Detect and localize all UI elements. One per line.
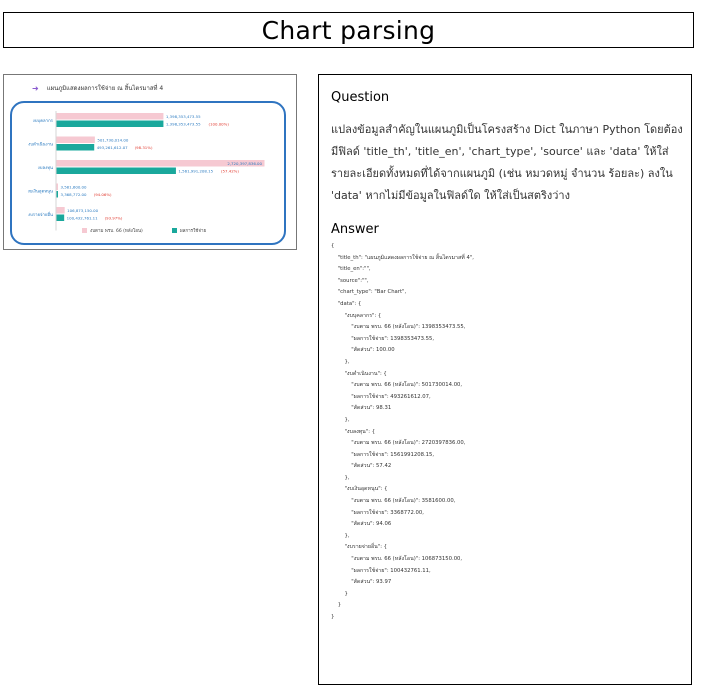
chart-title: แผนภูมิแสดงผลการใช้จ่าย ณ สิ้นไตรมาสที่ 4 bbox=[46, 85, 164, 92]
category-label: งบเงินอุดหนุน bbox=[27, 189, 53, 195]
data-label: 2,720,397,836.00 bbox=[227, 160, 262, 166]
chart-card bbox=[3, 74, 297, 250]
percent-label: (57.42%) bbox=[221, 168, 239, 174]
arrow-icon: ➜ bbox=[32, 83, 39, 93]
bar-budget bbox=[57, 207, 65, 214]
data-label: 1,398,353,473.55 bbox=[165, 113, 201, 119]
data-label: 3,368,772.00 bbox=[60, 191, 87, 197]
category-label: งบรายจ่ายอื่น bbox=[27, 213, 53, 218]
header-bar bbox=[3, 12, 694, 48]
page-title: Chart parsing bbox=[261, 15, 436, 45]
bar-spent bbox=[57, 121, 164, 128]
chart-frame bbox=[10, 101, 286, 245]
bar-spent bbox=[57, 191, 59, 198]
legend-swatch bbox=[82, 228, 87, 233]
legend-label: งบตาม พรบ. 66 (หลังโอน) bbox=[90, 229, 143, 234]
bar-spent bbox=[57, 215, 65, 222]
data-label: 106,873,150.00 bbox=[67, 207, 99, 213]
category-label: งบดำเนินงาน bbox=[28, 142, 53, 148]
data-label: 493,261,612.07 bbox=[96, 144, 128, 150]
answer-text: { "title_th": "แผนภูมิแสดงผลการใช้จ่าย ณ สิ้นไตรมาสที่ 4", "title_en":"", "source":"", "chart_type": "Bar Chart", "data": { "งบบุคลากร": { "งบตาม พรบ. 66 (หลังโอน)": 1398353473.55, "ผลการใช้จ่าย": 1398353473.55, "สัดส่วน": 100.00 }, "งบดำเนินงาน": { "งบตาม พรบ. 66 (หลังโอน)": 501730014.00, "ผลการใช้จ่าย": 493261612.07, "สัดส่วน": 98.31 }, "งบลงทุน": { "งบตาม พรบ. 66 (หลังโอน)": 2720397836.00, "ผลการใช้จ่าย": 1561991208.15, "สัดส่วน": 57.42 }, "งบเงินอุดหนุน": { "งบตาม พรบ. 66 (หลังโอน)": 3581600.00, "ผลการใช้จ่าย": 3368772.00, "สัดส่วน": 94.06 }, "งบรายจ่ายอื่น": { "งบตาม พรบ. 66 (หลังโอน)": 106873150.00, "ผลการใช้จ่าย": 100432761.11, "สัดส่วน": 93.97 } } } bbox=[331, 243, 474, 620]
percent-label: (94.06%) bbox=[93, 191, 112, 197]
category-label: งบบุคลากร bbox=[32, 119, 53, 124]
data-label: 1,561,991,208.15 bbox=[178, 168, 214, 174]
chart-title-row bbox=[32, 83, 163, 93]
bar-budget bbox=[57, 184, 59, 191]
percent-label: (100.00%) bbox=[208, 121, 229, 127]
bar-spent bbox=[57, 168, 176, 175]
qa-card bbox=[318, 74, 692, 685]
bar-spent bbox=[57, 144, 95, 151]
data-label: 100,432,761.11 bbox=[66, 215, 98, 221]
legend-label: ผลการใช้จ่าย bbox=[180, 229, 207, 234]
question-label: Question bbox=[331, 90, 390, 105]
bar-budget bbox=[57, 137, 95, 144]
answer-label: Answer bbox=[331, 222, 379, 237]
data-label: 501,730,014.00 bbox=[97, 137, 129, 143]
bar-chart bbox=[12, 103, 288, 247]
legend-swatch bbox=[172, 228, 177, 233]
percent-label: (98.31%) bbox=[134, 144, 153, 150]
category-label: งบลงทุน bbox=[37, 166, 53, 171]
question-text: แปลงข้อมูลสำคัญในแผนภูมิเป็นโครงสร้าง Dict ในภาษา Python โดยต้องมีฟิลด์ 'title_th', 'title_en', 'chart_type', 'source' และ 'data' ให้ใส่ รายละเอียดทั้งหมดที่ได้จากแผนภูมิ (เช่น หมวดหมู่ จำนวน ร้อยละ) ลงใน 'data' หากไม่มีข้อมูลในฟิลด์ใด ให้ใส่เป็นสตริงว่าง bbox=[331, 123, 683, 202]
data-label: 1,398,353,473.55 bbox=[165, 121, 201, 127]
data-label: 3,581,600.00 bbox=[60, 184, 87, 190]
bar-budget bbox=[57, 113, 164, 120]
percent-label: (93.97%) bbox=[104, 215, 123, 221]
